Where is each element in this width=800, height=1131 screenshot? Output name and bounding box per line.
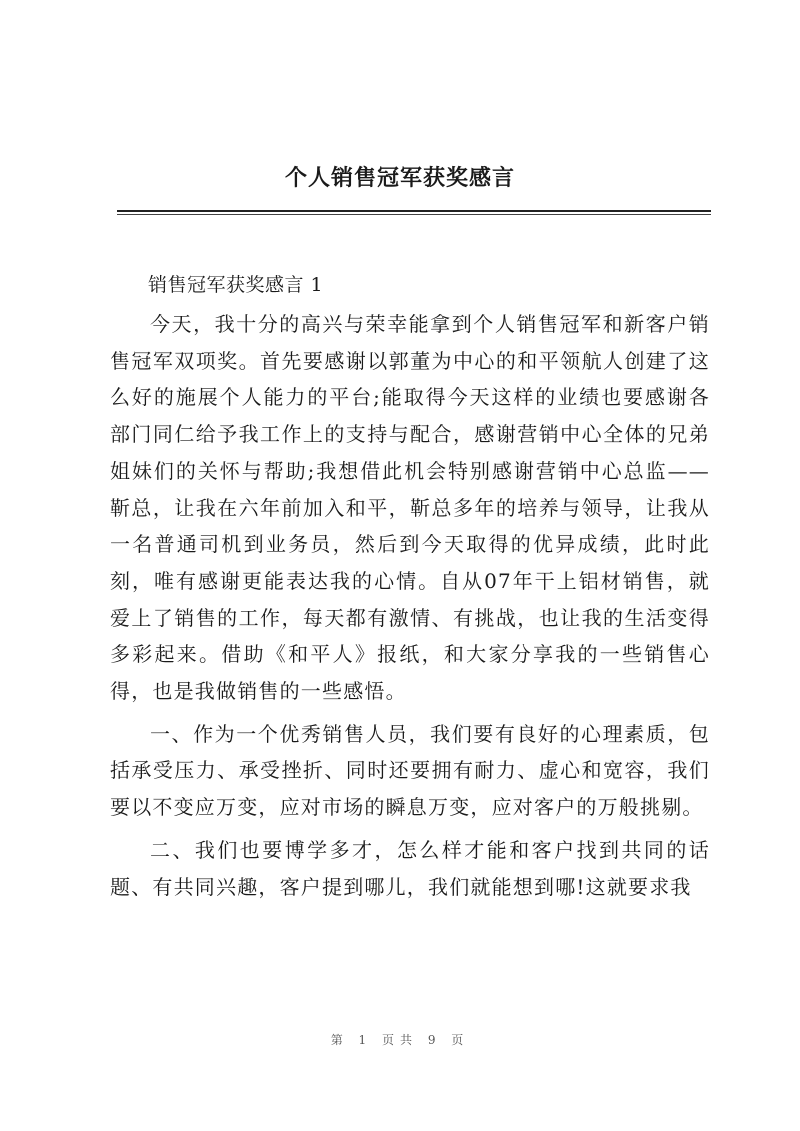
paragraph-point-one: 一、作为一个优秀销售人员，我们要有良好的心理素质，包括承受压力、承受挫折、同时还要拥有耐力、虚心和宽容，我们要以不变应万变，应对市场的瞬息万变，应对客户的万般挑剔。 — [110, 721, 710, 820]
title-divider — [117, 210, 711, 212]
document-body — [110, 268, 710, 905]
page-footer: 第 1 页共 9 页 — [330, 1033, 470, 1047]
paragraph-point-two: 二、我们也要博学多才，怎么样才能和客户找到共同的话题、有共同兴趣，客户提到哪儿，我们就能想到哪!这就要求我 — [110, 837, 710, 899]
section-heading: 销售冠军获奖感言 1 — [148, 274, 324, 296]
page-title: 个人销售冠军获奖感言 — [284, 165, 515, 191]
title-divider-thin — [117, 214, 711, 215]
paragraph-intro: 今天，我十分的高兴与荣幸能拿到个人销售冠军和新客户销售冠军双项奖。首先要感谢以郭董为中心的和平领航人创建了这么好的施展个人能力的平台;能取得今天这样的业绩也要感谢各部门同仁给予我工作上的支持与配合，感谢营销中心全体的兄弟姐妹们的关怀与帮助;我想借此机会特别感谢营销中心总监——靳总，让我在六年前加入和平，靳总多年的培养与领导，让我从一名普通司机到业务员，然后到今天取得的优异成绩，此时此刻，唯有感谢更能表达我的心情。自从07年干上铝材销售，就爱上了销售的工作，每天都有激情、有挑战，也让我的生活变得多彩起来。借助《和平人》报纸，和大家分享我的一些销售心得，也是我做销售的一些感悟。 — [110, 312, 710, 704]
